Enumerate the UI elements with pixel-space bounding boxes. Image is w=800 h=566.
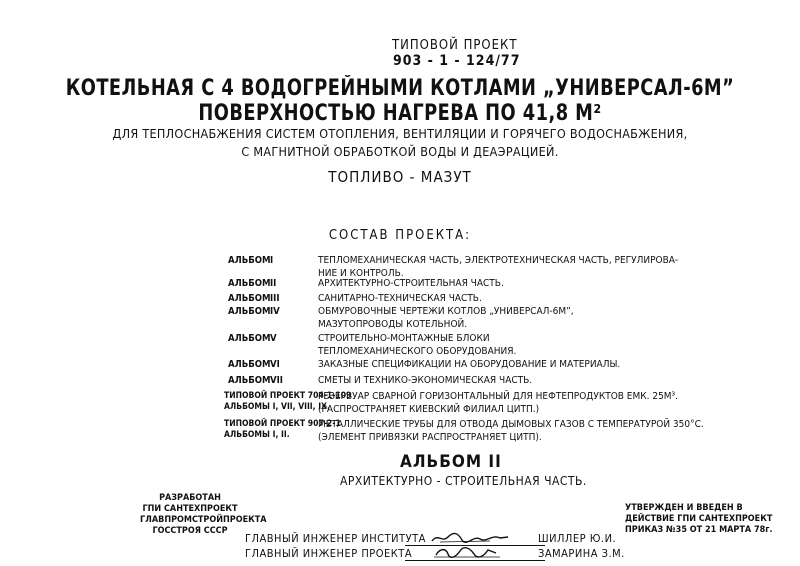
reference-label-line: АЛЬБОМЫ I, II.: [224, 430, 290, 440]
album-description-line: СМЕТЫ И ТЕХНИКО-ЭКОНОМИЧЕСКАЯ ЧАСТЬ.: [318, 375, 533, 386]
album-description-line: АРХИТЕКТУРНО-СТРОИТЕЛЬНАЯ ЧАСТЬ.: [318, 278, 504, 289]
album-number: IV: [270, 306, 280, 317]
album-label: АЛЬБОМ: [228, 293, 271, 304]
approved-line: УТВЕРЖДЕН И ВВЕДЕН В: [625, 503, 743, 513]
reference-description-line: (ЭЛЕМЕНТ ПРИВЯЗКИ РАСПРОСТРАНЯЕТ ЦИТП).: [318, 432, 542, 443]
album-number: V: [270, 333, 277, 344]
subtitle-line-1: ДЛЯ ТЕПЛОСНАБЖЕНИЯ СИСТЕМ ОТОПЛЕНИЯ, ВЕНТИЛЯЦИИ И ГОРЯЧЕГО ВОДОСНАБЖЕНИЯ,: [112, 126, 688, 141]
developed-line: РАЗРАБОТАН: [159, 493, 221, 503]
signer-name: ЗАМАРИНА З.М.: [538, 547, 625, 560]
album-subtitle: АРХИТЕКТУРНО - СТРОИТЕЛЬНАЯ ЧАСТЬ.: [340, 474, 587, 488]
album-label: АЛЬБОМ: [228, 375, 271, 386]
album-number: VI: [270, 359, 280, 370]
album-description-line: ТЕПЛОМЕХАНИЧЕСКАЯ ЧАСТЬ, ЭЛЕКТРОТЕХНИЧЕСКАЯ ЧАСТЬ, РЕГУЛИРОВА-: [318, 255, 679, 266]
album-description-line: СТРОИТЕЛЬНО-МОНТАЖНЫЕ БЛОКИ: [318, 333, 490, 344]
fuel-type: ТОПЛИВО - МАЗУТ: [328, 168, 472, 186]
reference-description-line: (РАСПРОСТРАНЯЕТ КИЕВСКИЙ ФИЛИАЛ ЦИТП.): [318, 404, 540, 415]
album-title: АЛЬБОМ II: [400, 452, 502, 472]
album-number: VII: [270, 375, 283, 386]
album-label: АЛЬБОМ: [228, 359, 271, 370]
album-label: АЛЬБОМ: [228, 333, 271, 344]
reference-description: [318, 418, 704, 444]
signer-name: ШИЛЛЕР Ю.И.: [538, 532, 617, 545]
album-label: АЛЬБОМ: [228, 306, 271, 317]
reference-label-line: ТИПОВОЙ ПРОЕКТ 907-2-1: [224, 419, 341, 429]
album-description: [318, 277, 504, 290]
reference-label-line: АЛЬБОМЫ I, VII, VIII, IX.: [224, 402, 330, 412]
album-description: [318, 292, 482, 305]
title-line-2: ПОВЕРХНОСТЬЮ НАГРЕВА ПО 41,8 М²: [198, 101, 602, 126]
approved-line: ПРИКАЗ №35 ОТ 21 МАРТА 78г.: [625, 525, 773, 535]
album-label: АЛЬБОМ: [228, 278, 271, 289]
album-number: III: [270, 293, 280, 304]
signature-title: ГЛАВНЫЙ ИНЖЕНЕР ПРОЕКТА: [245, 547, 413, 560]
developed-by-block: [140, 493, 267, 537]
signature-handwritten-1: [430, 531, 510, 545]
developed-line: ГОССТРОЯ СССР: [152, 526, 228, 536]
title-line-1: КОТЕЛЬНАЯ С 4 ВОДОГРЕЙНЫМИ КОТЛАМИ „УНИВЕРСАЛ-6М”: [65, 76, 735, 101]
album-description-line: ОБМУРОВОЧНЫЕ ЧЕРТЕЖИ КОТЛОВ „УНИВЕРСАЛ-6М”,: [318, 306, 574, 317]
approved-line: ДЕЙСТВИЕ ГПИ САНТЕХПРОЕКТ: [625, 514, 773, 524]
typical-project-label: ТИПОВОЙ ПРОЕКТ: [392, 38, 518, 53]
project-number: 903 - 1 - 124/77: [393, 53, 521, 69]
signature-title: ГЛАВНЫЙ ИНЖЕНЕР ИНСТИТУТА: [245, 532, 426, 545]
reference-description-line: МЕТАЛЛИЧЕСКИЕ ТРУБЫ ДЛЯ ОТВОДА ДЫМОВЫХ ГАЗОВ С ТЕМПЕРАТУРОЙ 350°С.: [318, 419, 704, 430]
developed-line: ГПИ САНТЕХПРОЕКТ: [142, 504, 238, 514]
album-description-line: НИЕ И КОНТРОЛЬ.: [318, 268, 404, 279]
album-number: II: [270, 278, 277, 289]
album-description-line: ТЕПЛОМЕХАНИЧЕСКОГО ОБОРУДОВАНИЯ.: [318, 346, 517, 357]
album-description: [318, 358, 620, 371]
album-description: [318, 332, 516, 358]
signature-underline: [405, 560, 545, 561]
subtitle-line-2: С МАГНИТНОЙ ОБРАБОТКОЙ ВОДЫ И ДЕАЭРАЦИЕЙ.: [241, 144, 559, 159]
album-description: [318, 305, 574, 331]
reference-label-line: ТИПОВОЙ ПРОЕКТ 704-1-109: [224, 391, 352, 401]
developed-line: ГЛАВПРОМСТРОЙПРОЕКТА: [140, 515, 267, 525]
album-label: АЛЬБОМ: [228, 255, 271, 266]
album-number: I: [270, 255, 274, 266]
signature-handwritten-2: [430, 545, 510, 559]
reference-description: [318, 390, 678, 416]
album-description-line: МАЗУТОПРОВОДЫ КОТЕЛЬНОЙ.: [318, 319, 468, 330]
composition-heading: СОСТАВ ПРОЕКТА:: [328, 228, 472, 243]
album-description: [318, 374, 532, 387]
reference-description-line: РЕЗЕРВУАР СВАРНОЙ ГОРИЗОНТАЛЬНЫЙ ДЛЯ НЕФТЕПРОДУКТОВ ЕМК. 25М³.: [318, 391, 679, 402]
album-description-line: ЗАКАЗНЫЕ СПЕЦИФИКАЦИИ НА ОБОРУДОВАНИЕ И МАТЕРИАЛЫ.: [318, 359, 621, 370]
approved-block: [625, 503, 773, 536]
album-description-line: САНИТАРНО-ТЕХНИЧЕСКАЯ ЧАСТЬ.: [318, 293, 482, 304]
